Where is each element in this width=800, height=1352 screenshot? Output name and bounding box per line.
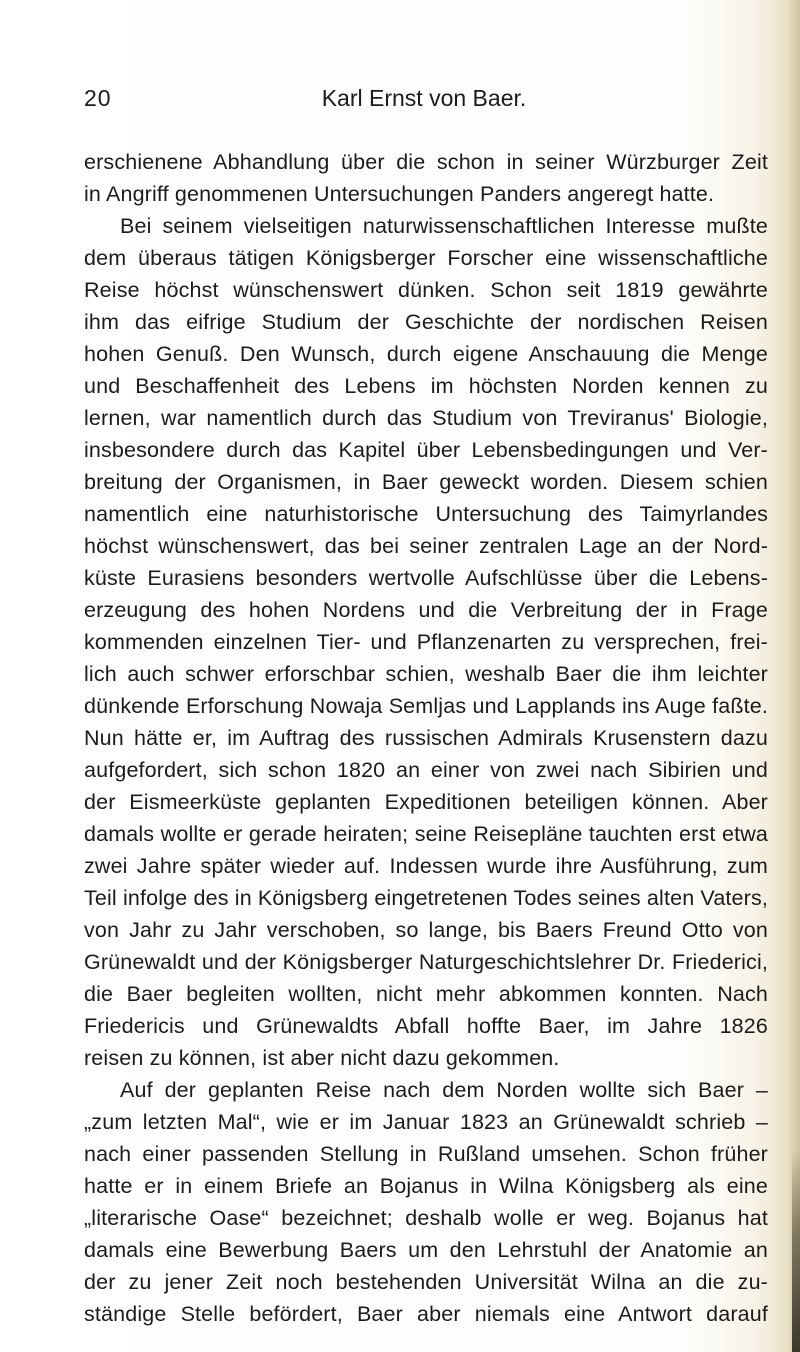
text-line: ständige Stelle befördert, Baer aber niemals eine Antwort darauf [84,1302,768,1326]
running-head: Karl Ernst von Baer. [321,85,527,111]
text-line: Bei seinem vielseitigen naturwissenschaftlichen Interesse mußte [120,214,768,238]
text-line: dünkende Erforschung Nowaja Semljas und Lapplands ins Auge faßte. [84,694,768,718]
text-line: in Angriff genommenen Untersuchungen Panders angeregt hatte. [84,182,715,206]
text-line: zwei Jahre später wieder auf. Indessen wurde ihre Ausführung, zum [84,854,768,878]
text-line: Grünewaldt und der Königsberger Naturgeschichtslehrer Dr. Friederici, [84,950,768,974]
text-line: hatte er in einem Briefe an Bojanus in Wilna Königsberg als eine [84,1174,768,1198]
page-header [84,85,784,115]
text-line: der Eismeerküste geplanten Expeditionen beteiligen können. Aber [84,790,768,814]
text-line: ihm das eifrige Studium der Geschichte der nordischen Reisen [84,310,768,334]
page-number: 20 [84,85,112,111]
page-edge-dark [792,1150,800,1352]
text-line: nach einer passenden Stellung in Rußland umsehen. Schon früher [84,1142,768,1166]
text-line: höchst wünschenswert, das bei seiner zentralen Lage an der Nord- [84,534,768,558]
text-line: lich auch schwer erforschbar schien, weshalb Baer die ihm leichter [84,662,768,686]
text-line: Nun hätte er, im Auftrag des russischen Admirals Krusenstern dazu [84,726,768,750]
text-line: insbesondere durch das Kapitel über Lebensbedingungen und Ver- [84,438,768,462]
text-line: reisen zu können, ist aber nicht dazu gekommen. [84,1046,560,1070]
text-line: die Baer begleiten wollten, nicht mehr abkommen konnten. Nach [84,982,768,1006]
text-line: „zum letzten Mal“, wie er im Januar 1823 an Grünewaldt schrieb – [84,1110,768,1134]
text-line: der zu jener Zeit noch bestehenden Universität Wilna an die zu- [84,1270,768,1294]
text-line: hohen Genuß. Den Wunsch, durch eigene Anschauung die Menge [84,342,768,366]
text-line: namentlich eine naturhistorische Untersuchung des Taimyrlandes [84,502,768,526]
body-text [84,146,768,1330]
text-line: und Beschaffenheit des Lebens im höchsten Norden kennen zu [84,374,768,398]
text-line: Reise höchst wünschenswert dünken. Schon seit 1819 gewährte [84,278,768,302]
text-line: erzeugung des hohen Nordens und die Verbreitung der in Frage [84,598,768,622]
text-line: Auf der geplanten Reise nach dem Norden wollte sich Baer – [120,1078,768,1102]
text-line: breitung der Organismen, in Baer geweckt worden. Diesem schien [84,470,768,494]
text-line: küste Eurasiens besonders wertvolle Aufschlüsse über die Lebens- [84,566,768,590]
text-line: kommenden einzelnen Tier- und Pflanzenarten zu versprechen, frei- [84,630,768,654]
text-line: damals eine Bewerbung Baers um den Lehrstuhl der Anatomie an [84,1238,768,1262]
text-line: von Jahr zu Jahr verschoben, so lange, bis Baers Freund Otto von [84,918,768,942]
text-line: damals wollte er gerade heiraten; seine Reisepläne tauchten erst etwa [84,822,768,846]
text-line: lernen, war namentlich durch das Studium von Treviranus' Biologie, [84,406,768,430]
text-line: Teil infolge des in Königsberg eingetretenen Todes seines alten Vaters, [84,886,768,910]
text-line: aufgefordert, sich schon 1820 an einer von zwei nach Sibirien und [84,758,768,782]
text-line: erschienene Abhandlung über die schon in seiner Würzburger Zeit [84,150,768,174]
text-line: dem überaus tätigen Königsberger Forscher eine wissenschaftliche [84,246,768,270]
text-line: „literarische Oase“ bezeichnet; deshalb wolle er weg. Bojanus hat [84,1206,768,1230]
text-line: Friedericis und Grünewaldts Abfall hoffte Baer, im Jahre 1826 [84,1014,768,1038]
